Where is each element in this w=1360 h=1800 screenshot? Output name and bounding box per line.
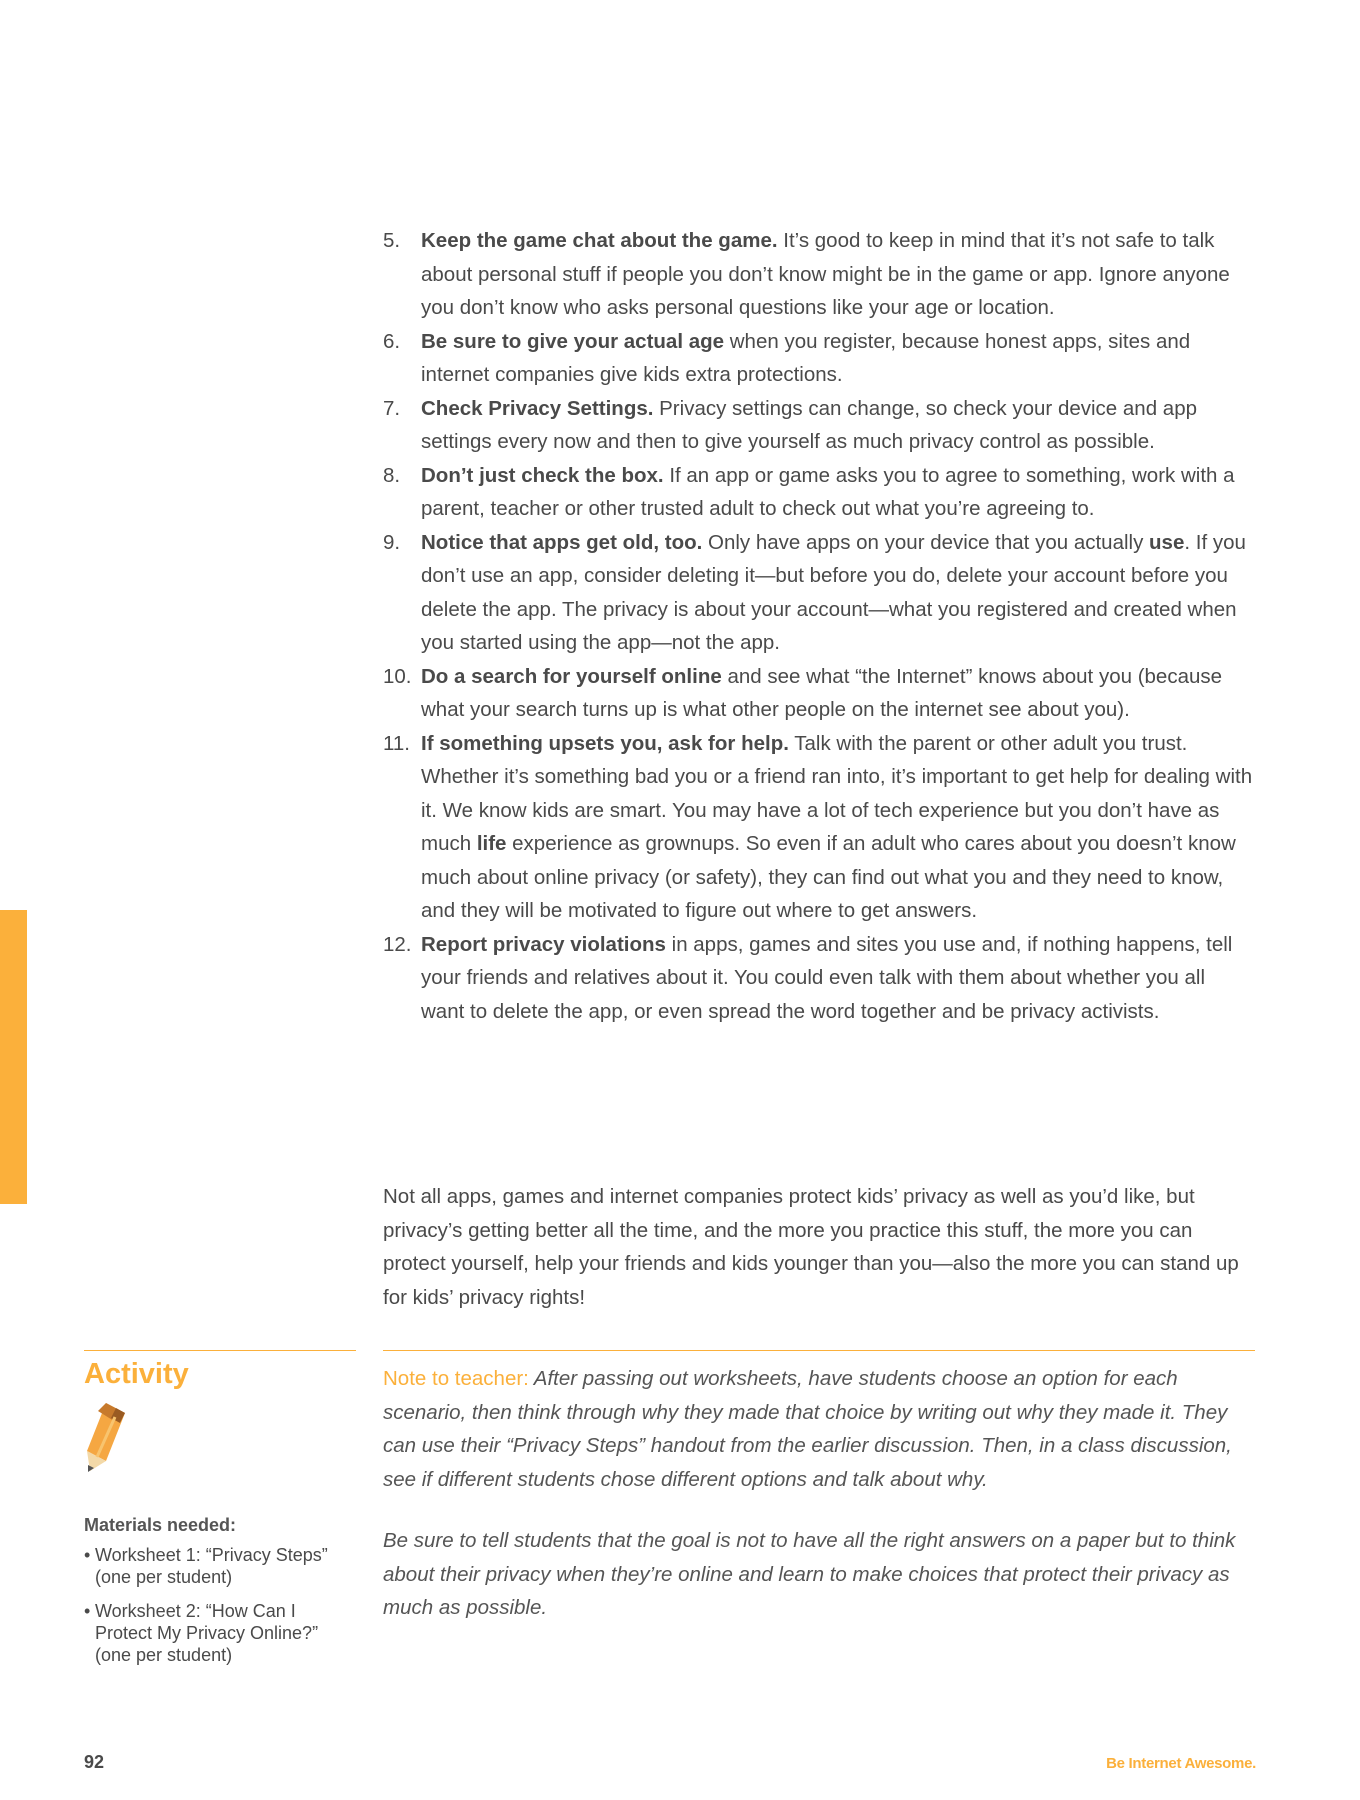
list-item: [383, 928, 1253, 1029]
list-item-text: in apps, games and sites you use and, if nothing happens, tell your friends and relatives about it. You could even talk with them about whether you all want to delete the app, or even spread the word together and be privacy activists.: [421, 932, 1233, 1023]
list-item: [383, 727, 1253, 928]
teacher-note: [383, 1362, 1255, 1653]
list-item: [383, 526, 1253, 660]
list-item-number: 12.: [383, 932, 412, 956]
list-item-text: Only have apps on your device that you actually: [702, 530, 1150, 554]
list-item: [383, 459, 1253, 526]
list-item-lead: Report privacy violations: [421, 932, 666, 956]
list-item-text: experience as grownups. So even if an adult who cares about you doesn’t know much about online privacy (or safety), they can find out what you and they need to know, and they will be motivated to figure out where to get answers.: [421, 832, 1236, 922]
list-item-emphasis: life: [476, 832, 507, 855]
list-item-text: Talk with the parent or other adult you trust. Whether it’s something bad you or a friend ran into, it’s important to get help for dealing with it. We know kids are smart. You may have a lot of tech experience but you don’t have as much: [421, 731, 1253, 855]
list-item-number: 6.: [383, 329, 401, 353]
list-item-lead: Don’t just check the box.: [421, 463, 664, 487]
closing-paragraph: Not all apps, games and internet companies protect kids’ privacy as well as you’d like, but privacy’s getting better all the time, and the more you practice this stuff, the more you can protect yourself, help your friends and kids younger than you—also the more you can stand up for kids’ privacy rights!: [383, 1185, 1239, 1309]
privacy-steps-list: [383, 224, 1253, 1028]
list-item-lead: Keep the game chat about the game.: [421, 229, 778, 252]
list-item: [383, 660, 1253, 727]
list-item-number: 11.: [383, 731, 410, 755]
side-tab-marker: [0, 910, 27, 1204]
list-item-text: Privacy settings can change, so check your device and app settings every now and then to give yourself as much privacy control as possible.: [421, 396, 1197, 453]
list-item-text: and see what “the Internet” knows about you (because what your search turns up is what other people on the internet see about you).: [421, 664, 1223, 721]
list-item: [383, 392, 1253, 459]
list-item-text: . If you don’t use an app, consider deleting it—but before you do, delete your account before you delete the app. The privacy is about your account—what you registered and created when you started using the app—not the app.: [421, 530, 1246, 654]
list-item-lead: Check Privacy Settings.: [421, 396, 654, 420]
list-item-number: 8.: [383, 463, 401, 487]
brand-logo: Be Internet Awesome.: [1106, 1755, 1256, 1772]
list-item-number: 9.: [383, 530, 401, 554]
section-divider-left: [84, 1350, 356, 1351]
teacher-note-text: After passing out worksheets, have students choose an option for each scenario, then think through why they made that choice by writing out why they made it. They can use their “Privacy Steps” handout from the earlier discussion. Then, in a class discussion, see if different students chose different options and talk about why.: [383, 1367, 1232, 1491]
list-item: [383, 325, 1253, 392]
teacher-note-paragraph: [383, 1362, 1255, 1496]
list-item-text: If an app or game asks you to agree to something, work with a parent, teacher or other trusted adult to check out what you’re agreeing to.: [421, 463, 1235, 520]
list-item: [383, 224, 1253, 325]
teacher-note-label: Note to teacher:: [383, 1367, 529, 1390]
list-item-lead: Notice that apps get old, too.: [421, 530, 703, 554]
list-item: • Worksheet 2: “How Can I Protect My Privacy Online?” (one per student): [84, 1600, 356, 1666]
list-item-text: It’s good to keep in mind that it’s not safe to talk about personal stuff if people you don’t know might be in the game or app. Ignore anyone you don’t know who asks personal questions like your age or location.: [421, 229, 1230, 319]
page-number: 92: [84, 1752, 105, 1772]
list-item-lead: If something upsets you, ask for help.: [421, 731, 789, 755]
list-item-number: 7.: [383, 396, 401, 420]
list-item-number: 10.: [383, 664, 412, 688]
section-divider-right: [383, 1350, 1255, 1351]
list-item-lead: Be sure to give your actual age: [421, 329, 725, 353]
list-item-text: when you register, because honest apps, sites and internet companies give kids extra protections.: [421, 329, 1191, 386]
materials-list: [84, 1544, 356, 1666]
list-item-lead: Do a search for yourself online: [421, 664, 722, 688]
list-item-emphasis: use: [1149, 530, 1185, 554]
list-item-number: 5.: [383, 229, 401, 252]
teacher-note-paragraph: Be sure to tell students that the goal is not to have all the right answers on a paper but to think about their privacy when they’re online and learn to make choices that protect their privacy as much as possible.: [383, 1529, 1236, 1619]
pencil-icon: [84, 1403, 130, 1473]
materials-section: [84, 1515, 356, 1678]
materials-heading: Materials needed:: [84, 1515, 237, 1535]
list-item: • Worksheet 1: “Privacy Steps” (one per student): [84, 1544, 356, 1588]
activity-heading: Activity: [84, 1358, 189, 1390]
